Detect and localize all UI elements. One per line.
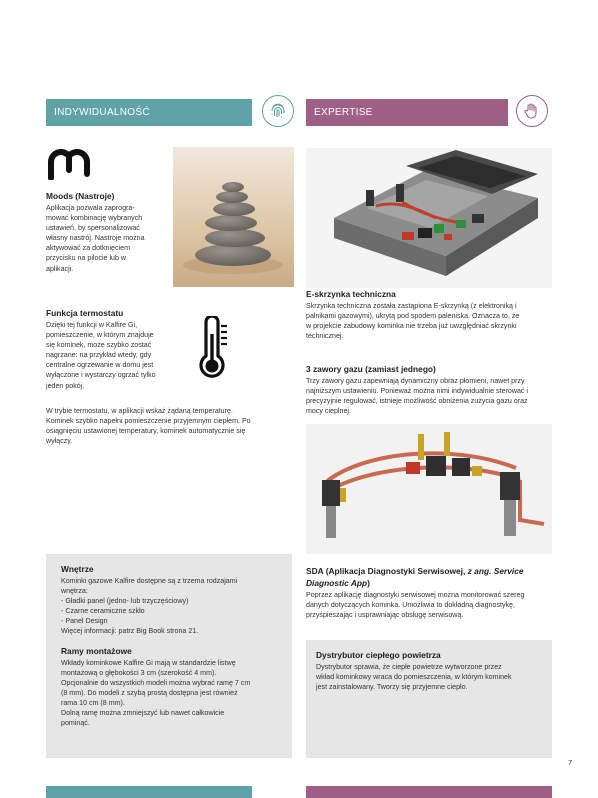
frames-line: rama 10 cm (8 mm). (61, 698, 125, 707)
right-section-title: EXPERTISE (314, 107, 373, 118)
thermostat-para2-line: osiągnięciu ustawionej temperatury, kominek automatycznie się (46, 427, 246, 436)
page-number: 7 (568, 758, 573, 767)
e-box-line: Skrzynka techniczna została zastąpiona E-skrzynką (z elektroniką i (306, 302, 517, 310)
sda-title-italic: z ang. Service (465, 566, 524, 576)
thermostat-line: centralne ogrzewanie w domu jest (46, 361, 154, 370)
sda-block (306, 566, 556, 620)
thermostat-para2-line: wyłączy. (46, 437, 73, 446)
bottom-strip-left (46, 786, 252, 798)
frames-line: pominąć. (61, 719, 90, 728)
interior-more: Więcej informacji: patrz Big Book strona 21. (61, 627, 199, 636)
moods-line: własny nastrój. Nastroje można (46, 234, 145, 243)
moods-logo-icon (46, 146, 92, 185)
gas-valves-block (306, 364, 556, 416)
frames-line: montażową o głębokości 3 cm (szerokość 4 mm). (61, 668, 217, 677)
distributor-block (316, 650, 548, 692)
thermostat-line: pomieszczenie, w którym znajduje (46, 331, 154, 340)
e-box-title: E-skrzynka techniczna (306, 289, 396, 299)
thermostat-line: Dzięki tej funkcji w Kalfire Gi, (46, 321, 138, 329)
thermostat-title: Funkcja termostatu (46, 308, 124, 318)
e-box-line: w projekcie zabudowy kominka nie trzeba już uwzględniać skrzynki (306, 322, 517, 331)
distributor-title: Dystrybutor ciepłego powietrza (316, 650, 441, 660)
gas-valves-line: najniższym ustawieniu. Ponieważ można nimi indywidualnie sterować i (306, 387, 528, 396)
distributor-line: wkład kominkowy wraca do pomieszczenia, w którym kominek (316, 673, 512, 682)
thermometer-icon (192, 316, 232, 387)
moods-line: przycisku na pilocie lub w (46, 254, 127, 263)
bottom-strip-right (306, 786, 552, 798)
frames-line: Dolną ramę można zmniejszyć lub nawet całkowicie (61, 709, 225, 718)
sda-title (306, 566, 556, 577)
frames-line: Wkłady kominkowe Kalfire Gi mają w standardzie listwę (61, 658, 236, 667)
stacked-stones-photo (173, 147, 294, 287)
left-section-header (46, 99, 252, 126)
sda-title-close: ) (367, 578, 370, 588)
left-section-title: INDYWIDUALNOŚĆ (54, 107, 150, 118)
e-box-line: palnikami gazowymi), ukrytą pod spodem paleniska. Oznacza to, że (306, 312, 520, 321)
e-box-block (306, 289, 556, 341)
gas-valves-title: 3 zawory gazu (zamiast jednego) (306, 364, 436, 374)
list-item: - Czarne ceramiczne szkło (61, 606, 286, 616)
moods-line: aplikacji. (46, 264, 74, 273)
sda-line: przyśpieszając i usprawniając obsługę serwisową. (306, 611, 464, 620)
frames-title: Ramy montażowe (61, 645, 132, 656)
moods-line: aktywować za dotknięciem (46, 244, 130, 253)
hand-gesture-icon (516, 95, 548, 127)
thermostat-line: się kominek, może szybko zostać (46, 341, 152, 350)
list-item: - Gładki panel (jedno- lub trzyczęściowy) (61, 596, 286, 606)
list-item: - Panel Design (61, 616, 286, 626)
interior-title: Wnętrze (61, 564, 94, 574)
moods-line: Aplikacja pozwala zaprogra- (46, 204, 135, 212)
distributor-line: Dystrybutor sprawia, że ciepłe powietrze wytworzone przez (316, 663, 502, 671)
moods-block (46, 191, 172, 274)
sda-title-line2 (306, 578, 556, 589)
right-section-header (306, 99, 508, 126)
interior-list (61, 596, 286, 626)
fingerprint-icon (262, 95, 294, 127)
thermostat-block (46, 308, 196, 391)
thermostat-line: jeden pokój. (46, 381, 85, 390)
e-box-photo (306, 148, 552, 288)
gas-valves-line: Trzy zawory gazu zapewniają dynamiczny obraz płomieni, nawet przy (306, 377, 525, 385)
interior-block (61, 564, 286, 728)
sda-line: Poprzez aplikację diagnostyki serwisowej można monitorować szereg (306, 591, 525, 599)
sda-line: danych dotyczących kominka. Umożliwia to dokładną diagnostykę, (306, 601, 515, 610)
moods-line: ustawień, by spersonalizować (46, 224, 140, 233)
moods-title: Moods (Nastroje) (46, 191, 115, 201)
sda-title-main: SDA (Aplikacja Diagnostyki Serwisowej, (306, 566, 466, 576)
moods-line: mować kombinację wybranych (46, 214, 143, 223)
gas-valves-line: precyzyjnie regulować, istnieje możliwość obniżenia zużycia gazu oraz (306, 397, 528, 406)
sda-title-italic-2: Diagnostic App (306, 578, 368, 588)
distributor-line: jest zainstalowany. Tworzy się przyjemne ciepło. (316, 683, 468, 692)
gas-valves-line: mocy cieplnej. (306, 407, 351, 416)
thermostat-line: nagrzane: na przykład wtedy, gdy (46, 351, 152, 360)
frames-line: (8 mm). Do modeli z szybą prostą dostępna jest również (61, 688, 238, 697)
thermostat-para2-line: Kominek szybko napełni pomieszczenie przyjemnym ciepłem. Po (46, 417, 251, 426)
frames-line: Opcjonalnie do wszystkich modeli można wybrać ramę 7 cm (61, 678, 251, 687)
interior-intro-line: wnętrza: (61, 587, 88, 596)
thermostat-para2 (46, 406, 296, 446)
thermostat-line: wyłączone i wystarczy ogrzać tylko (46, 371, 156, 380)
e-box-line: technicznej. (306, 332, 344, 341)
thermostat-para2-line: W trybie termostatu, w aplikacji wskaż żądaną temperaturę. (46, 407, 233, 415)
interior-intro-line: Kominki gazowe Kalfire dostępne są z trzema rodzajami (61, 577, 238, 585)
gas-valves-photo (306, 424, 552, 554)
